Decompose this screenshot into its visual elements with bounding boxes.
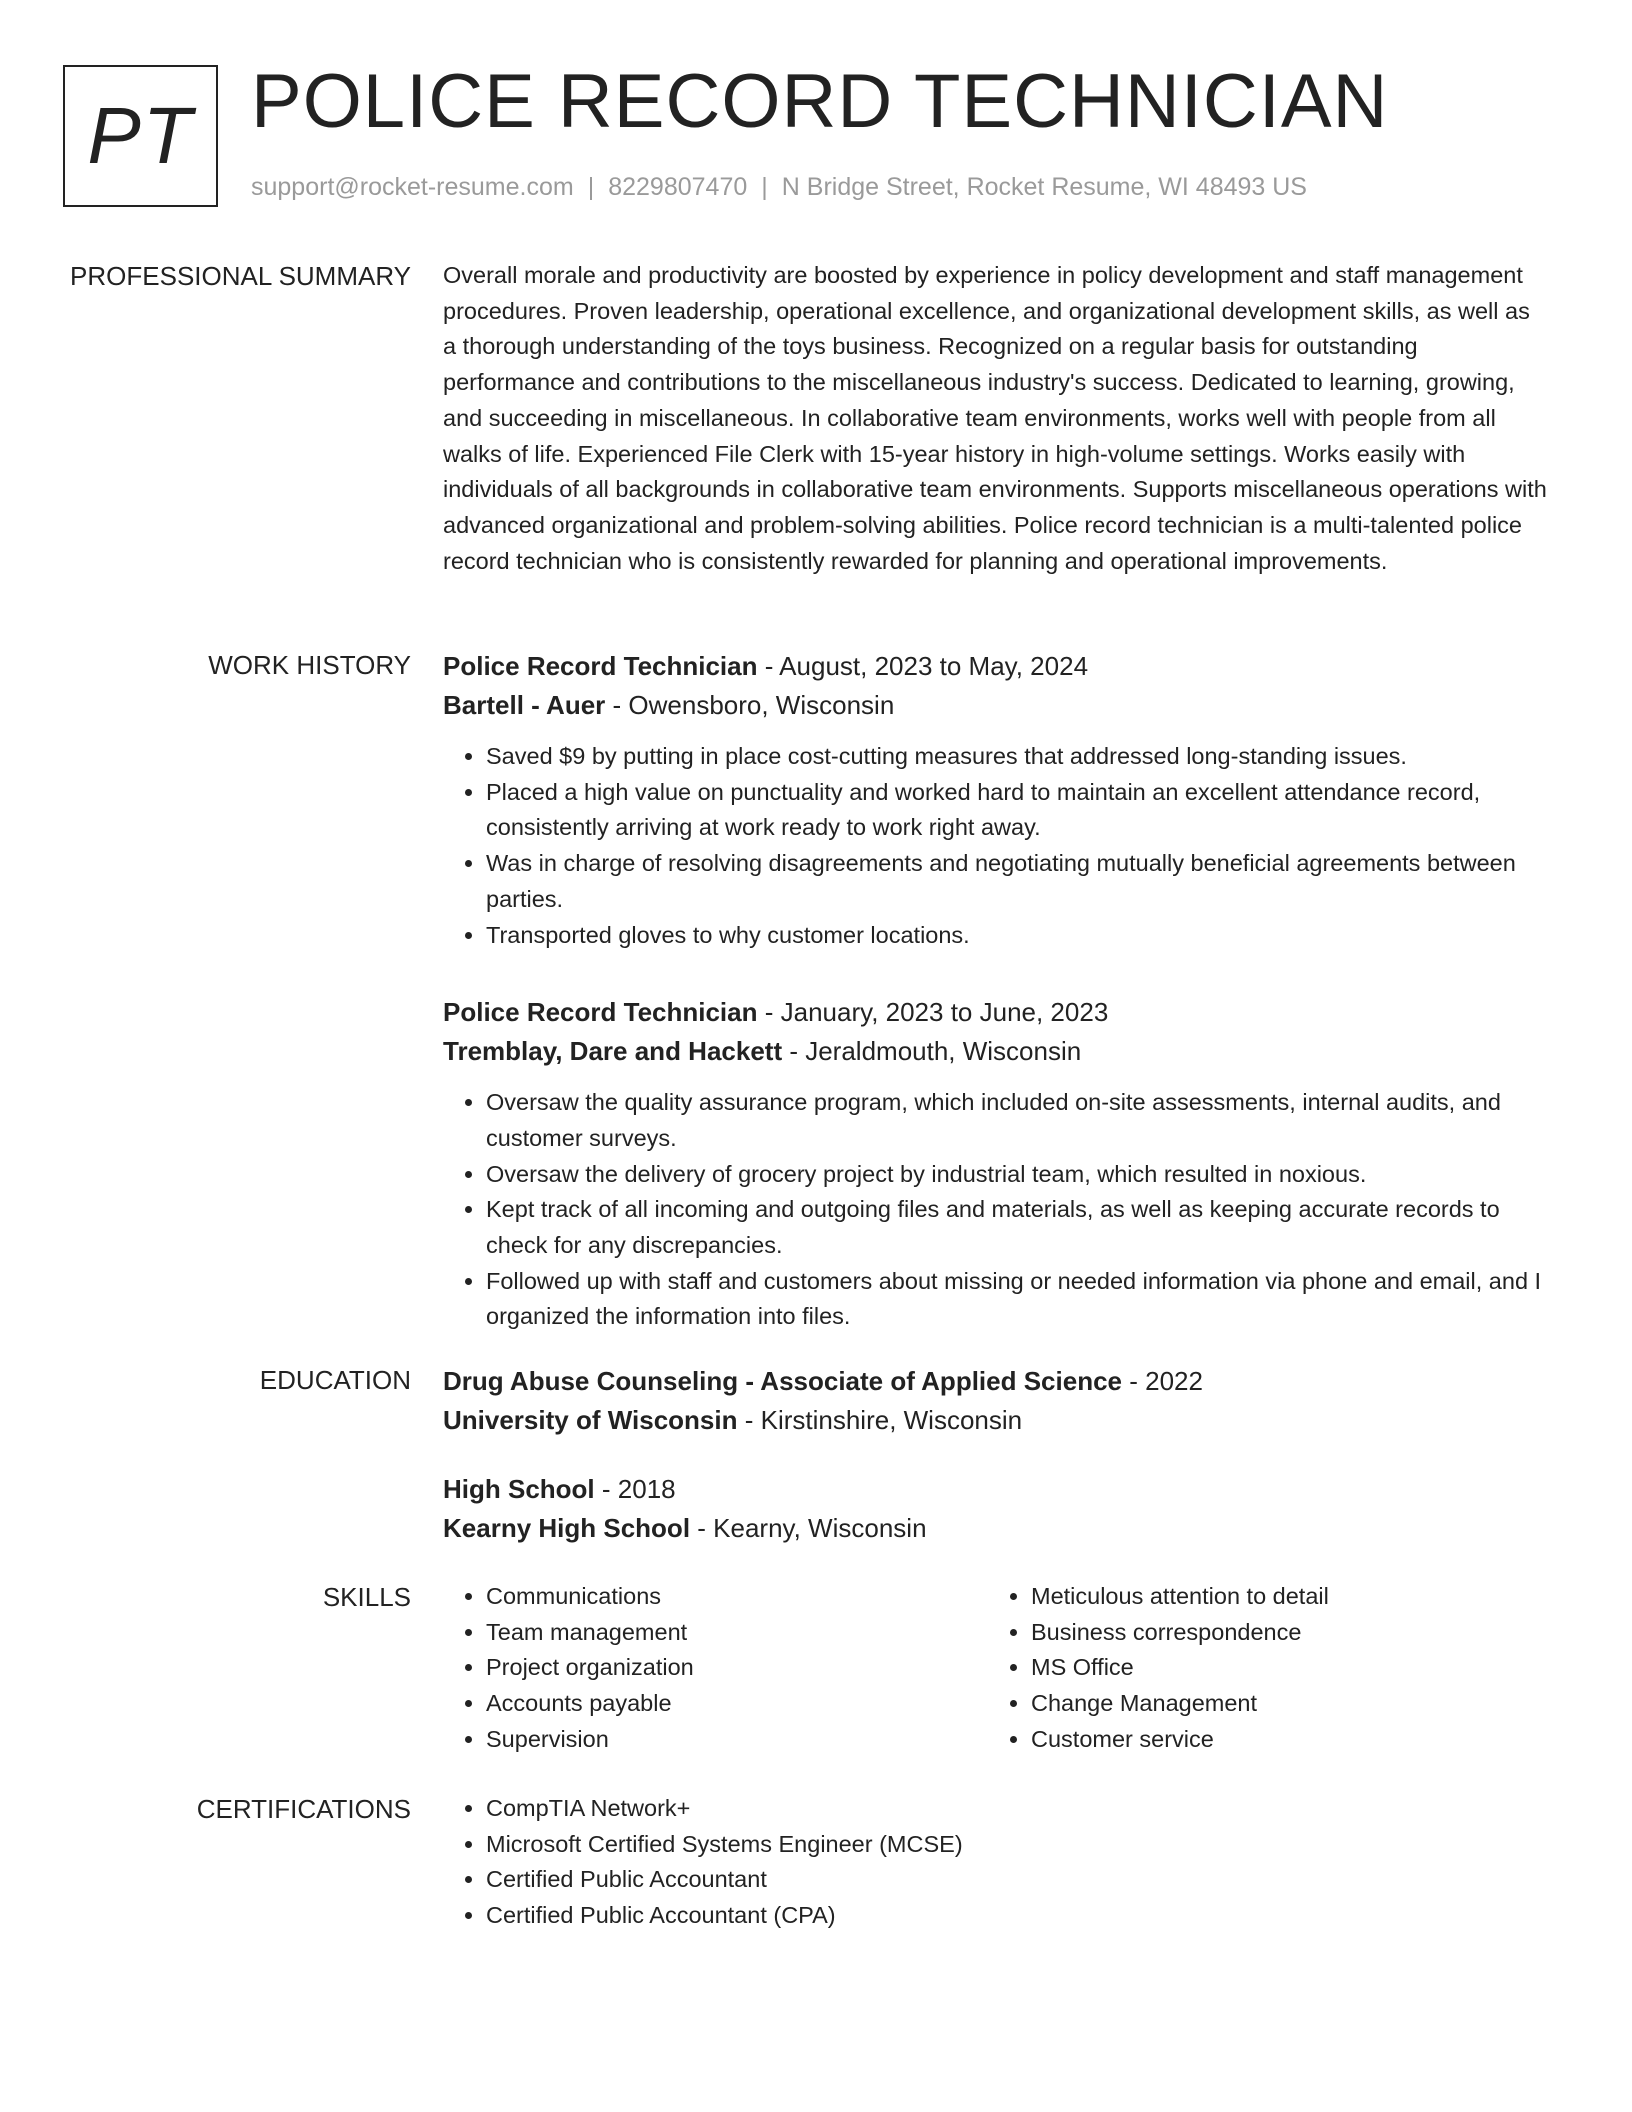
resume-title: POLICE RECORD TECHNICIAN	[251, 59, 1389, 144]
job-bullet: • Transported gloves to why customer locations.	[486, 918, 1548, 954]
job-entry	[443, 647, 1548, 953]
contact-email: support@rocket-resume.com	[251, 173, 574, 201]
skill-item: • Accounts payable	[486, 1686, 988, 1722]
job-bullet: • Saved $9 by putting in place cost-cutting measures that addressed long-standing issues.	[486, 739, 1548, 775]
education-degree-line	[443, 1362, 1548, 1401]
monogram-box	[63, 65, 218, 207]
contact-line	[251, 173, 1307, 202]
education-entry	[443, 1470, 1548, 1548]
education-degree: Drug Abuse Counseling - Associate of Applied Science	[443, 1366, 1122, 1396]
skill-item: • Project organization	[486, 1650, 988, 1686]
education-year: - 2022	[1122, 1366, 1203, 1396]
job-bullet: • Oversaw the quality assurance program, which included on-site assessments, internal audits, and customer surveys.	[486, 1085, 1548, 1156]
job-role: Police Record Technician	[443, 651, 758, 681]
skill-item: • Supervision	[486, 1722, 988, 1758]
skill-item: • Meticulous attention to detail	[1031, 1579, 1533, 1615]
education-entry	[443, 1362, 1548, 1440]
skills-body	[443, 1579, 1548, 1758]
job-company: Bartell - Auer	[443, 690, 606, 720]
education-school-line	[443, 1509, 1548, 1548]
skills-heading: SKILLS	[322, 1582, 411, 1612]
job-bullet: • Placed a high value on punctuality and worked hard to maintain an excellent attendance record, consistently arriving at work ready to work right away.	[486, 775, 1548, 846]
summary-heading: PROFESSIONAL SUMMARY	[70, 261, 411, 291]
job-bullet: • Kept track of all incoming and outgoing files and materials, as well as keeping accurate records to check for any discrepancies.	[486, 1192, 1548, 1263]
skill-item: • Communications	[486, 1579, 988, 1615]
job-bullet: • Followed up with staff and customers about missing or needed information via phone and email, and I organized the information into files.	[486, 1264, 1548, 1335]
certifications-list	[443, 1791, 1548, 1934]
education-school: Kearny High School	[443, 1513, 691, 1543]
skills-columns	[443, 1579, 1548, 1758]
job-company-line	[443, 686, 1548, 725]
education-degree-line	[443, 1470, 1548, 1509]
skill-item: • Customer service	[1031, 1722, 1533, 1758]
education-year: - 2018	[594, 1474, 676, 1504]
certifications-body	[443, 1791, 1548, 1934]
education-location: - Kirstinshire, Wisconsin	[737, 1405, 1023, 1435]
job-company-line	[443, 1032, 1548, 1071]
skill-item: • MS Office	[1031, 1650, 1533, 1686]
job-bullet: • Oversaw the delivery of grocery project by industrial team, which resulted in noxious.	[486, 1157, 1548, 1193]
summary-text: Overall morale and productivity are boosted by experience in policy development and staff management procedures. Proven leadership, operational excellence, and organizational development skills, as well as a thorough understanding of the toys business. Recognized on a regular basis for outstanding performance and contributions to the miscellaneous industry's success. Dedicated to learning, growing, and succeeding in miscellaneous. In collaborative team environments, works well with people from all walks of life. Experienced File Clerk with 15-year history in high-volume settings. Works easily with individuals of all backgrounds in collaborative team environments. Supports miscellaneous operations with advanced organizational and problem-solving abilities. Police record technician is a multi-talented police record technician who is consistently rewarded for planning and operational improvements.	[443, 262, 1547, 574]
job-location: - Jeraldmouth, Wisconsin	[782, 1036, 1082, 1067]
contact-separator: |	[587, 173, 595, 201]
contact-phone: 8229807470	[608, 173, 748, 201]
certification-item: • Certified Public Accountant (CPA)	[486, 1898, 1548, 1934]
certifications-heading: CERTIFICATIONS	[196, 1794, 411, 1824]
summary-body	[443, 258, 1548, 579]
contact-address: N Bridge Street, Rocket Resume, WI 48493 US	[781, 173, 1307, 201]
work-history-heading: WORK HISTORY	[208, 650, 411, 680]
job-title-line	[443, 647, 1548, 686]
education-body	[443, 1362, 1548, 1578]
job-bullets	[443, 739, 1548, 953]
skill-item: • Business correspondence	[1031, 1615, 1533, 1651]
education-school: University of Wisconsin	[443, 1405, 738, 1435]
contact-separator: |	[761, 173, 768, 201]
education-school-line	[443, 1401, 1548, 1440]
certification-item: • Certified Public Accountant	[486, 1862, 1548, 1898]
skills-right-column	[988, 1579, 1533, 1758]
education-location: - Kearny, Wisconsin	[690, 1513, 927, 1543]
job-title-line	[443, 993, 1548, 1032]
monogram-initials: PT	[87, 91, 194, 180]
job-dates: - January, 2023 to June, 2023	[757, 997, 1109, 1028]
job-company: Tremblay, Dare and Hackett	[443, 1036, 783, 1067]
skill-item: • Change Management	[1031, 1686, 1533, 1722]
job-entry	[443, 993, 1548, 1335]
job-dates: - August, 2023 to May, 2024	[757, 651, 1089, 681]
job-role: Police Record Technician	[443, 997, 758, 1028]
job-location: - Owensboro, Wisconsin	[605, 690, 895, 720]
certification-item: • CompTIA Network+	[486, 1791, 1548, 1827]
certification-item: • Microsoft Certified Systems Engineer (MCSE)	[486, 1827, 1548, 1863]
job-bullet: • Was in charge of resolving disagreements and negotiating mutually beneficial agreements between parties.	[486, 846, 1548, 917]
education-degree: High School	[443, 1474, 595, 1504]
skill-item: • Team management	[486, 1615, 988, 1651]
skills-left-column	[443, 1579, 988, 1758]
job-bullets	[443, 1085, 1548, 1335]
work-history-body	[443, 647, 1548, 1375]
education-heading: EDUCATION	[259, 1365, 411, 1395]
